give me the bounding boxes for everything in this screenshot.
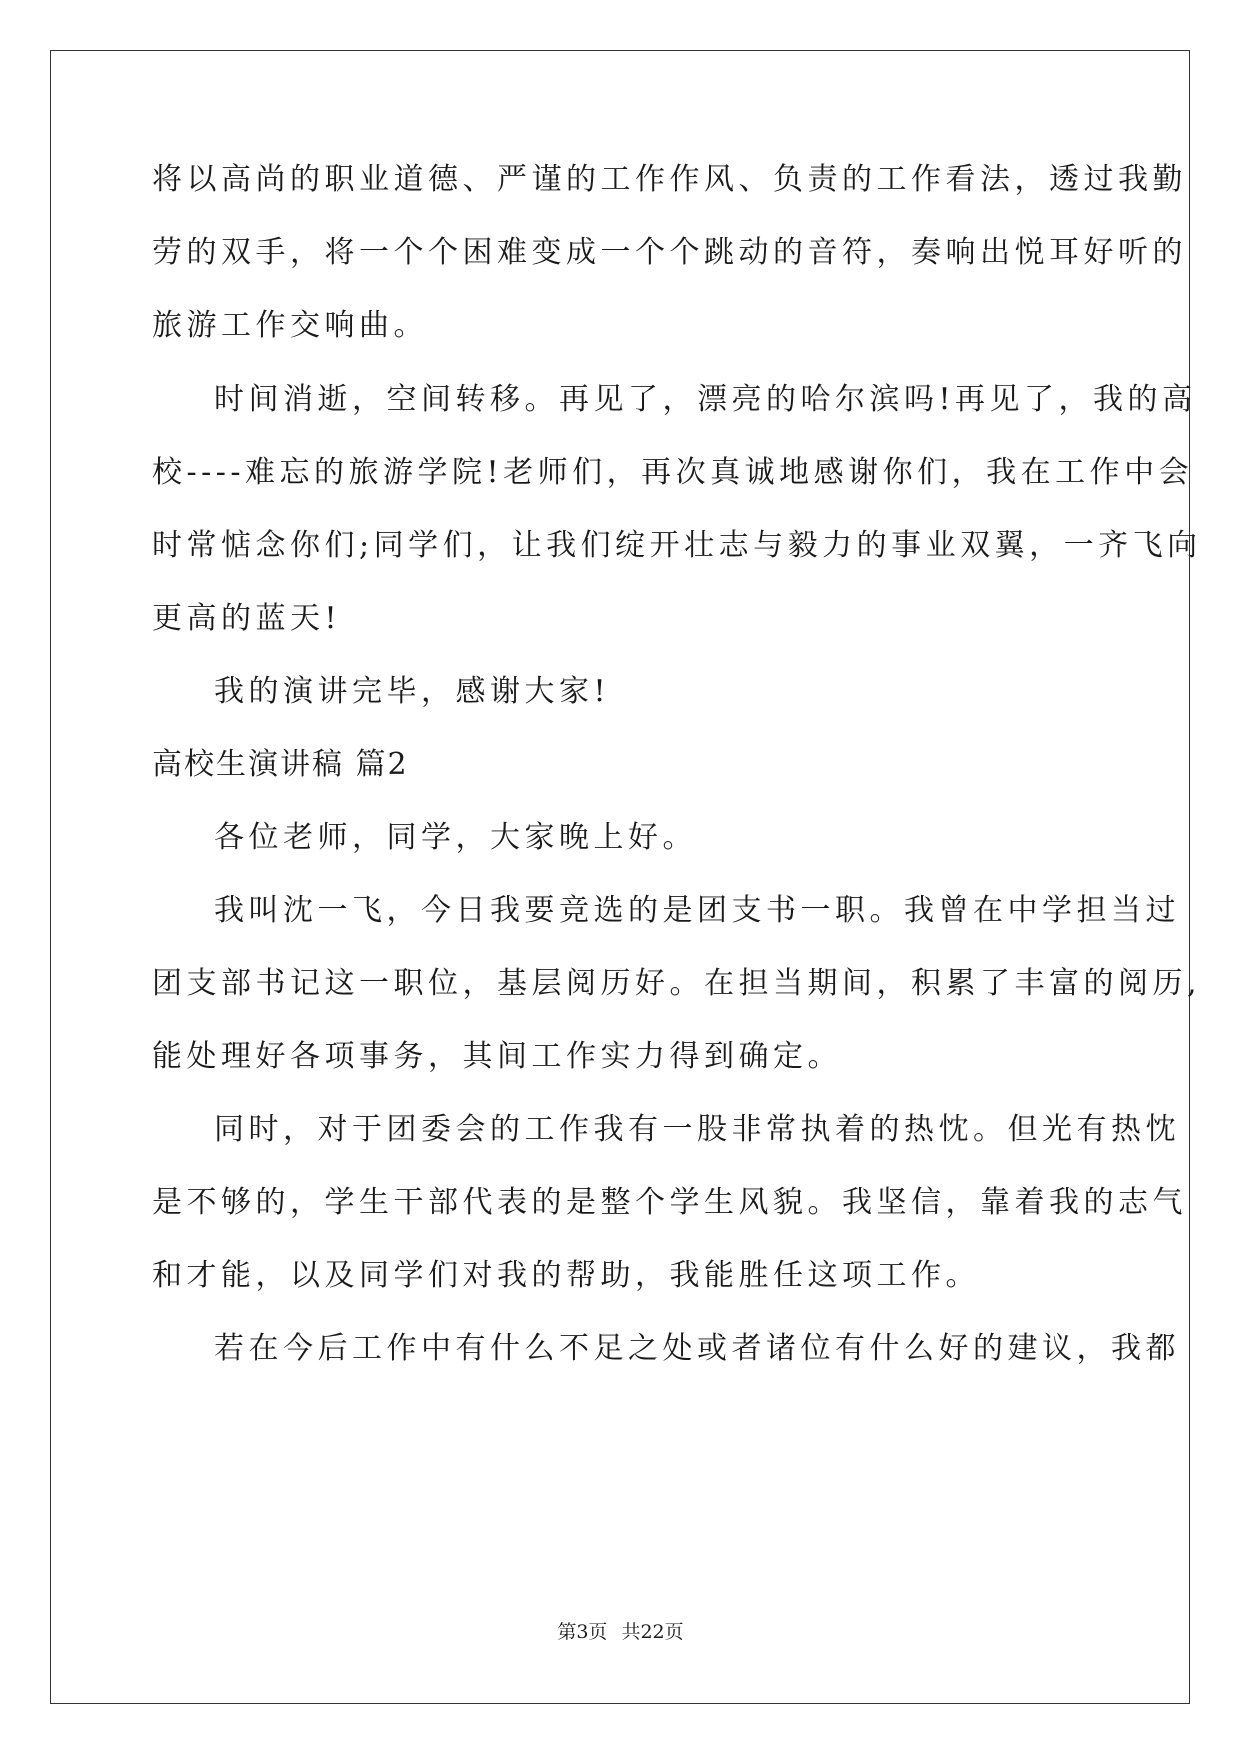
text-line: 校----难忘的旅游学院!老师们，再次真诚地感谢你们，我在工作中会 (152, 455, 1194, 490)
page-footer (0, 1620, 1241, 1644)
paragraph-start: 若在今后工作中有什么不足之处或者诸位有什么好的建议，我都 (214, 1331, 1180, 1366)
page-number-total: 共22页 (621, 1621, 684, 1643)
text-line: 能处理好各项事务，其间工作实力得到确定。 (152, 1039, 842, 1074)
paragraph-start: 同时，对于团委会的工作我有一股非常执着的热忱。但光有热忱 (214, 1112, 1180, 1147)
page-number-current: 第3页 (557, 1621, 608, 1643)
text-line: 和才能，以及同学们对我的帮助，我能胜任这项工作。 (152, 1258, 980, 1293)
text-line: 将以高尚的职业道德、严谨的工作作风、负责的工作看法，透过我勤 (152, 162, 1187, 197)
paragraph-start: 我的演讲完毕，感谢大家! (214, 674, 611, 709)
section-heading: 高校生演讲稿 篇2 (152, 747, 409, 782)
page-frame (50, 50, 1190, 1704)
paragraph-start: 各位老师，同学，大家晚上好。 (214, 820, 697, 855)
text-line: 旅游工作交响曲。 (152, 308, 428, 343)
paragraph-start: 我叫沈一飞，今日我要竞选的是团支书一职。我曾在中学担当过 (214, 893, 1180, 928)
text-line: 劳的双手，将一个个困难变成一个个跳动的音符，奏响出悦耳好听的 (152, 235, 1187, 270)
text-line: 团支部书记这一职位，基层阅历好。在担当期间，积累了丰富的阅历, (152, 966, 1202, 1001)
text-line: 时常惦念你们;同学们，让我们绽开壮志与毅力的事业双翼，一齐飞向 (152, 528, 1202, 563)
paragraph-start: 时间消逝，空间转移。再见了，漂亮的哈尔滨吗!再见了，我的高 (214, 382, 1197, 417)
text-line: 更高的蓝天! (152, 601, 342, 636)
text-line: 是不够的，学生干部代表的是整个学生风貌。我坚信，靠着我的志气 (152, 1185, 1187, 1220)
